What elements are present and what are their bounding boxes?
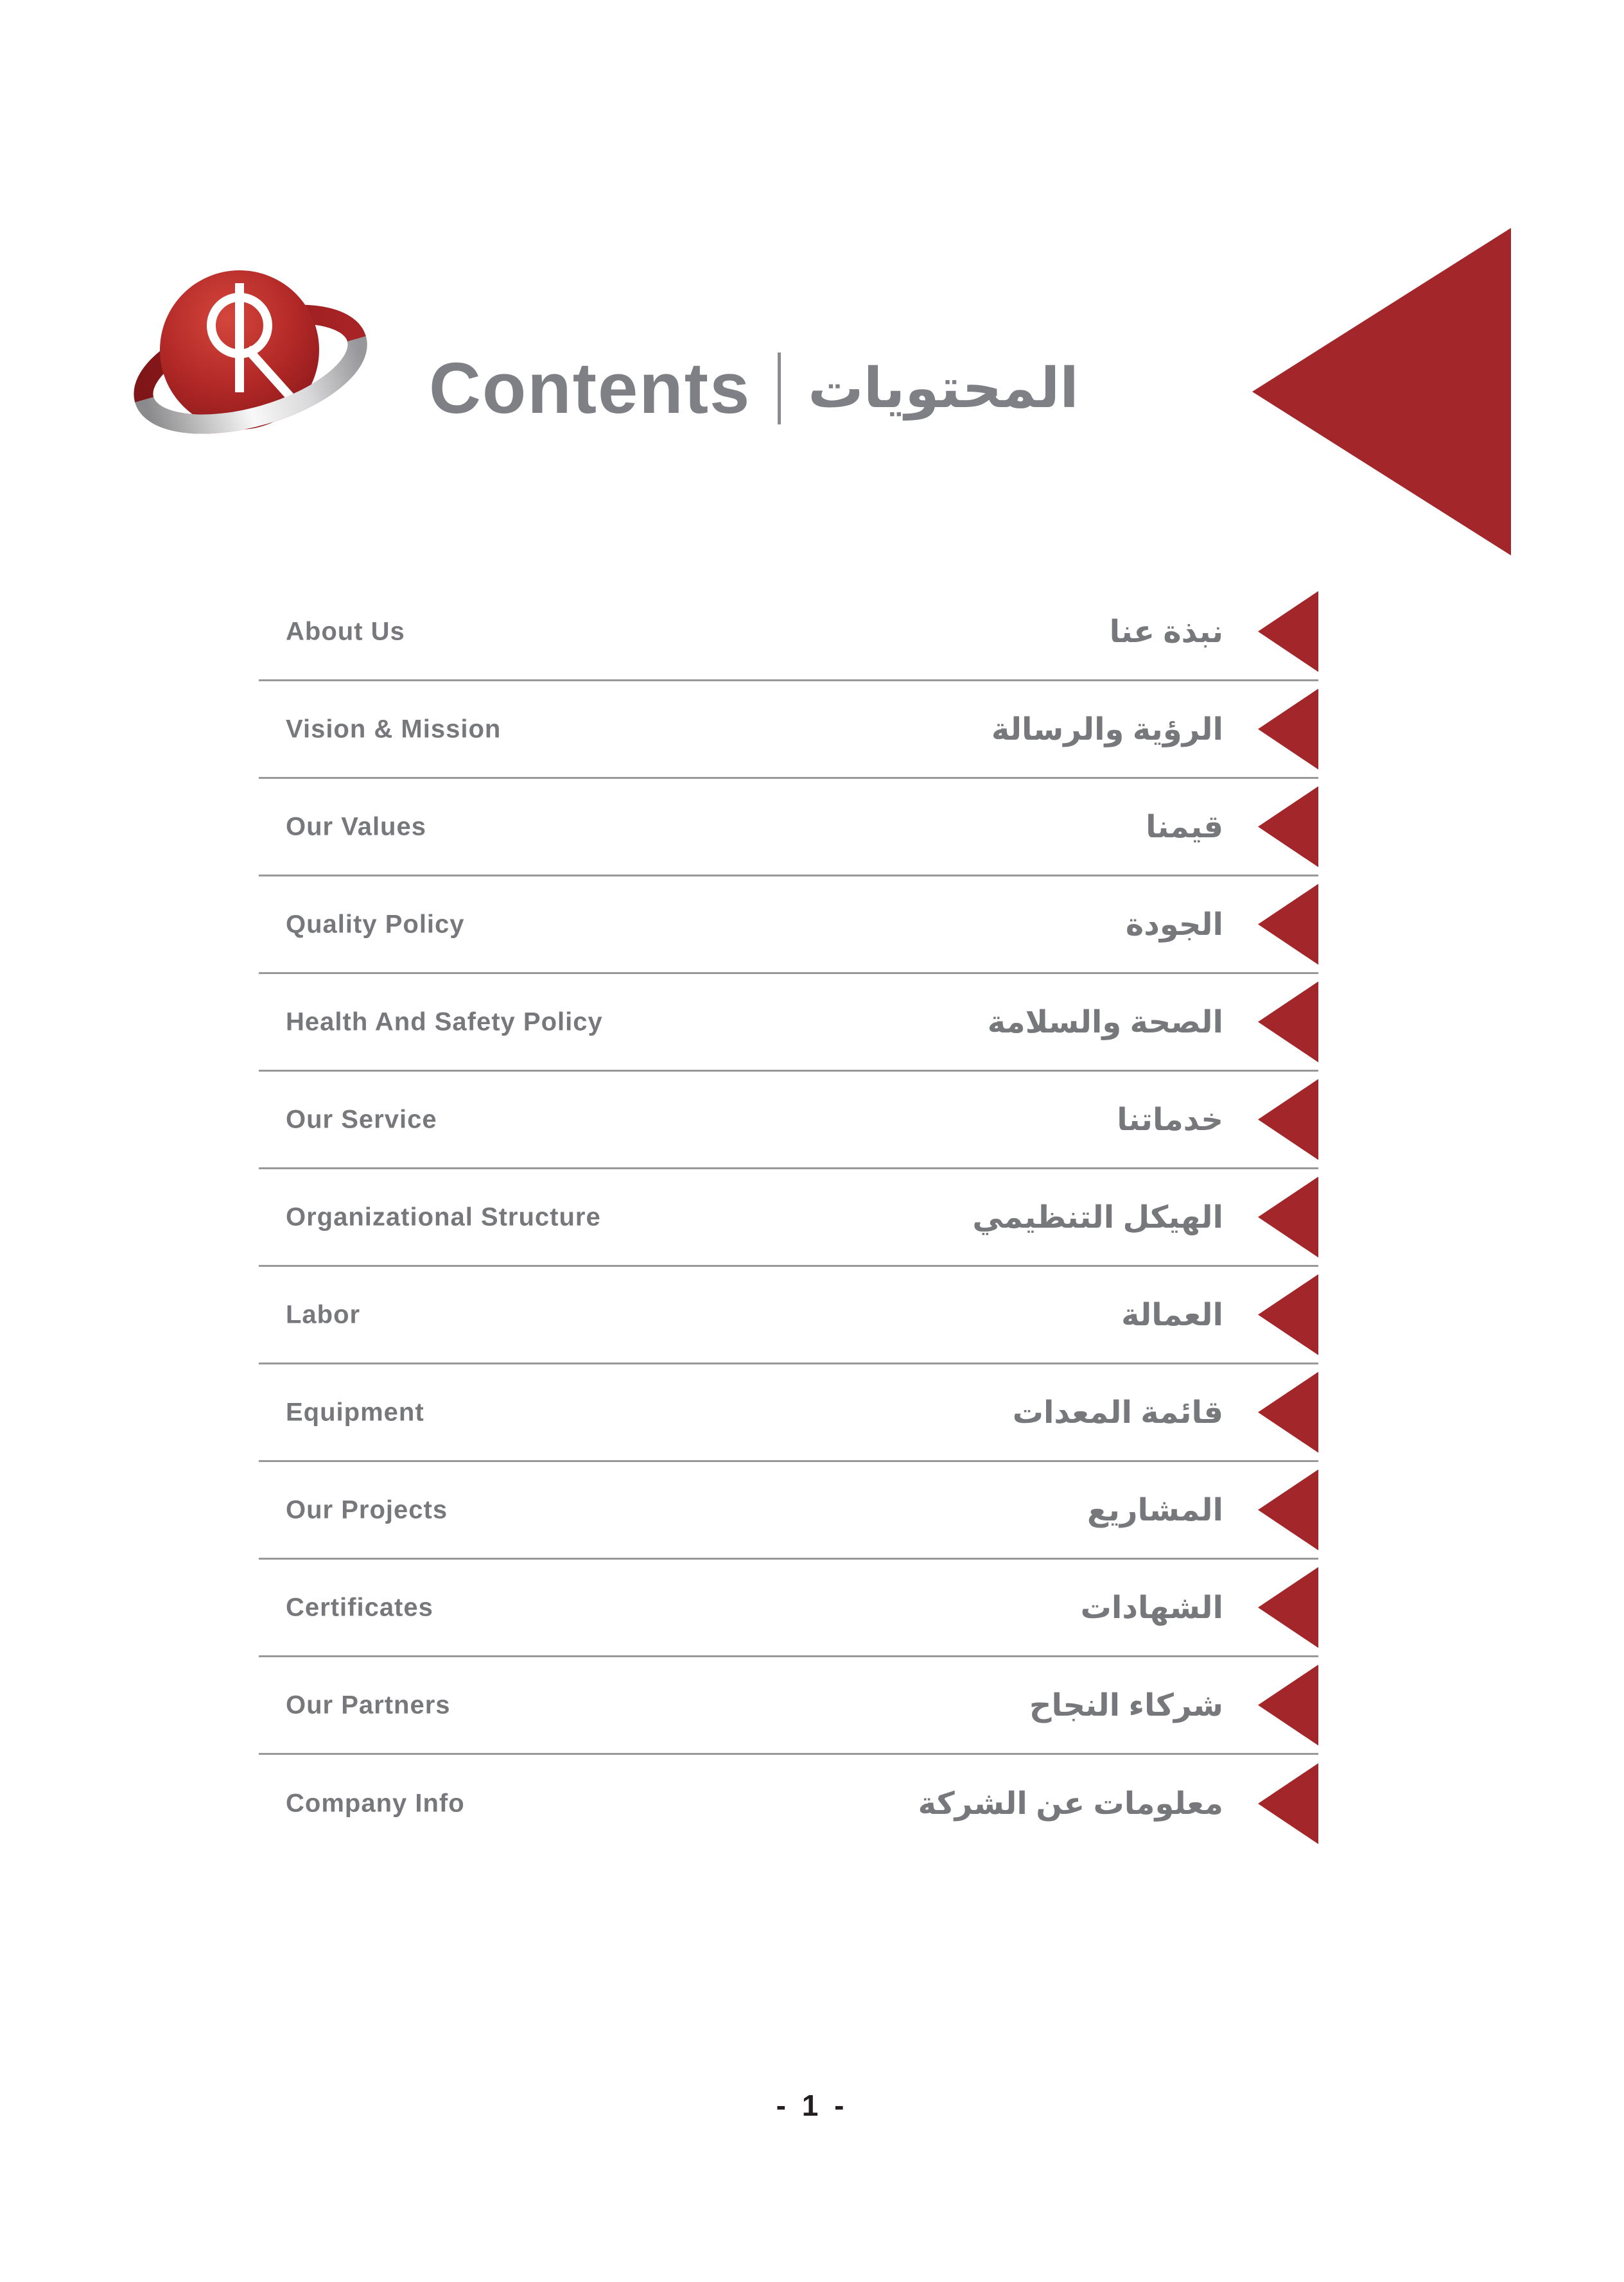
- toc-row[interactable]: [259, 876, 1318, 974]
- toc-item-triangle-icon: [1258, 982, 1318, 1063]
- toc-item-triangle-icon: [1258, 1567, 1318, 1648]
- page-title-en: Contents: [429, 348, 751, 428]
- toc-item-label-ar: قائمة المعدات: [1012, 1395, 1223, 1430]
- toc-row[interactable]: [259, 1657, 1318, 1755]
- toc-item-label-ar: شركاء النجاح: [1029, 1688, 1223, 1723]
- toc-item-label-en: Equipment: [286, 1398, 424, 1426]
- toc-list: [259, 584, 1318, 1852]
- toc-item-label-en: Quality Policy: [286, 910, 465, 938]
- toc-row[interactable]: [259, 584, 1318, 681]
- toc-item-label-ar: نبذة عنا: [1109, 614, 1223, 649]
- toc-item-triangle-icon: [1258, 787, 1318, 867]
- toc-item-label-ar: الشهادات: [1080, 1590, 1223, 1625]
- toc-row[interactable]: [259, 1364, 1318, 1462]
- company-logo: [132, 260, 369, 443]
- toc-item-label-en: Our Service: [286, 1105, 437, 1133]
- toc-item-label-ar: الرؤية والرسالة: [991, 712, 1223, 747]
- toc-row[interactable]: [259, 1462, 1318, 1560]
- toc-item-label-en: Our Partners: [286, 1691, 451, 1719]
- toc-row[interactable]: [259, 779, 1318, 876]
- toc-item-label-ar: الهيكل التنظيمي: [972, 1200, 1223, 1235]
- toc-item-triangle-icon: [1258, 1079, 1318, 1160]
- toc-row[interactable]: [259, 1560, 1318, 1657]
- toc-item-label-en: Certificates: [286, 1593, 433, 1621]
- toc-row[interactable]: [259, 1169, 1318, 1267]
- toc-item-label-ar: الصحة والسلامة: [987, 1005, 1223, 1040]
- toc-item-label-en: Company Info: [286, 1789, 465, 1818]
- decorative-triangle-icon: [1252, 228, 1511, 555]
- toc-item-label-en: Our Projects: [286, 1495, 448, 1524]
- toc-row[interactable]: [259, 974, 1318, 1072]
- toc-row[interactable]: [259, 1755, 1318, 1852]
- toc-item-label-en: Vision & Mission: [286, 715, 502, 743]
- toc-item-label-en: About Us: [286, 617, 405, 645]
- toc-item-label-ar: معلومات عن الشركة: [918, 1787, 1223, 1821]
- toc-row[interactable]: [259, 681, 1318, 779]
- toc-item-label-en: Organizational Structure: [286, 1203, 601, 1231]
- page-title: [429, 334, 1079, 443]
- page-title-ar: المحتويات: [808, 358, 1079, 419]
- toc-item-label-ar: المشاريع: [1087, 1493, 1223, 1528]
- toc-item-triangle-icon: [1258, 1763, 1318, 1844]
- toc-item-triangle-icon: [1258, 1470, 1318, 1551]
- page-number: - 1 -: [776, 2089, 848, 2122]
- title-separator: [778, 353, 781, 424]
- toc-item-triangle-icon: [1258, 1372, 1318, 1453]
- toc-item-label-en: Our Values: [286, 812, 426, 841]
- toc-item-label-ar: خدماتنا: [1117, 1102, 1223, 1137]
- toc-item-triangle-icon: [1258, 884, 1318, 965]
- toc-item-label-ar: قيمنا: [1146, 810, 1223, 844]
- toc-item-triangle-icon: [1258, 689, 1318, 770]
- toc-row[interactable]: [259, 1267, 1318, 1364]
- toc-item-triangle-icon: [1258, 591, 1318, 672]
- toc-item-label-en: Health And Safety Policy: [286, 1007, 603, 1036]
- toc-item-label-ar: الجودة: [1125, 907, 1223, 942]
- toc-row[interactable]: [259, 1072, 1318, 1169]
- toc-item-label-ar: العمالة: [1121, 1298, 1223, 1332]
- toc-item-triangle-icon: [1258, 1275, 1318, 1355]
- toc-item-triangle-icon: [1258, 1177, 1318, 1258]
- toc-item-label-en: Labor: [286, 1300, 361, 1328]
- toc-item-triangle-icon: [1258, 1665, 1318, 1746]
